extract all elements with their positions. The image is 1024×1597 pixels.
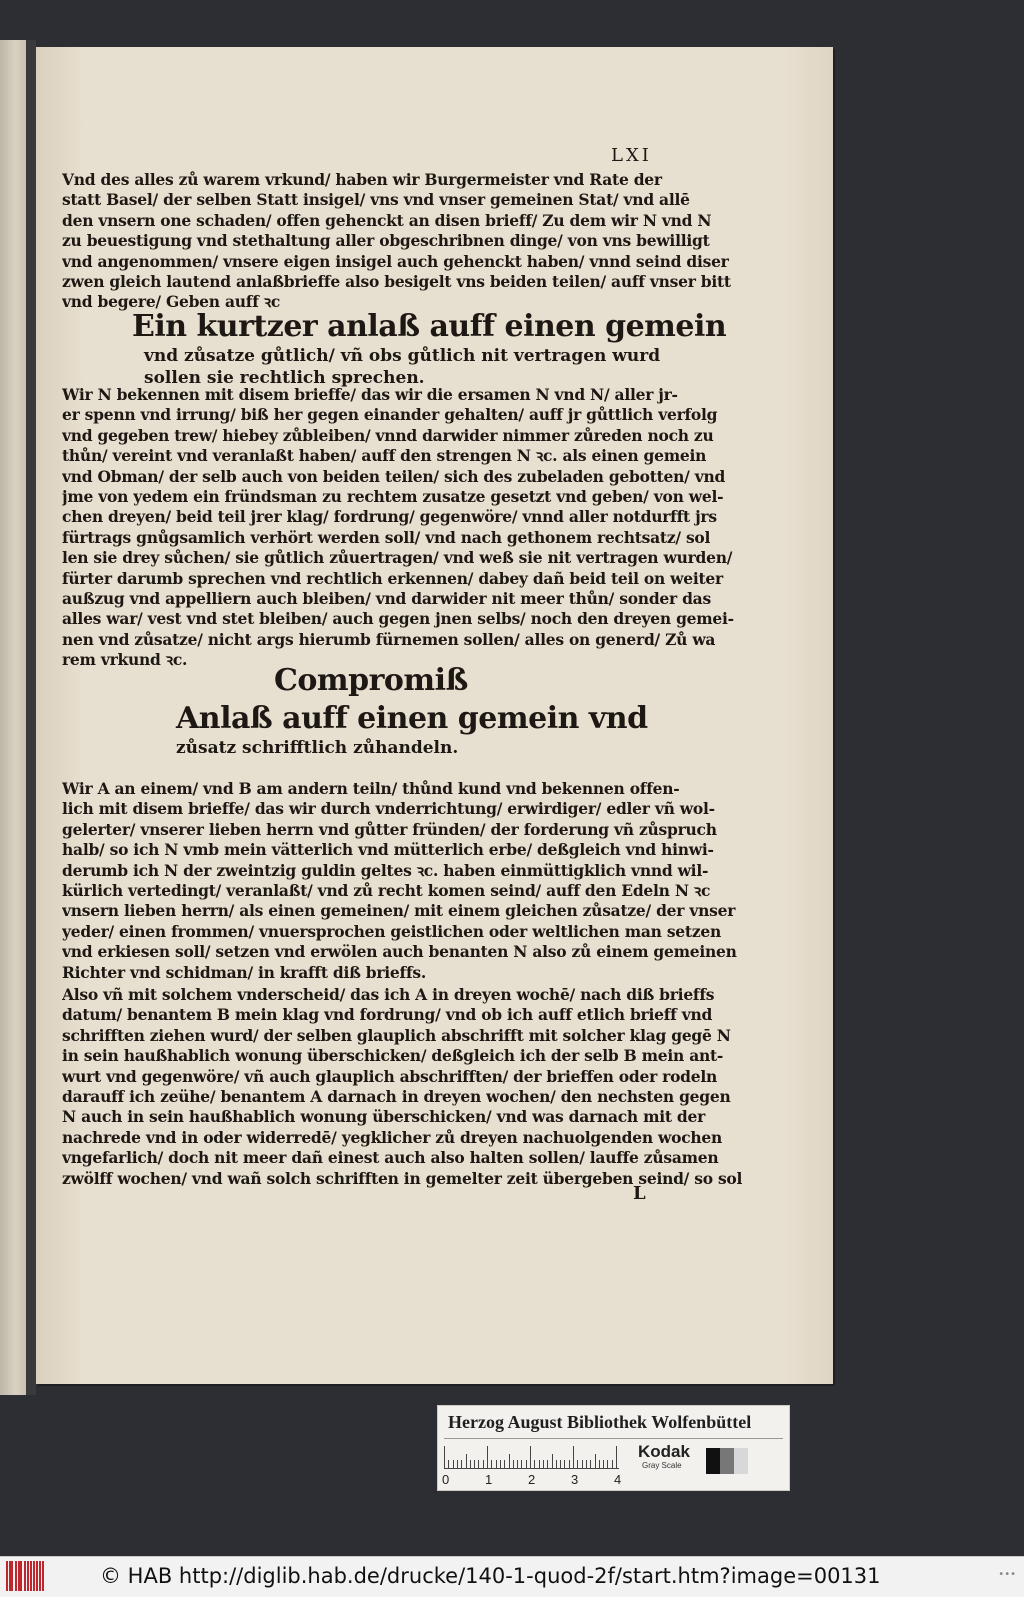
text-line: schrifften ziehen wurd/ der selben glauplich abschrifft mit solcher klag gegē N	[62, 1025, 731, 1045]
ruler-tick	[517, 1460, 518, 1468]
text-line: statt Basel/ der selben Statt insigel/ vns vnd vnser gemeinen Stat/ vnd allē	[62, 190, 690, 210]
scale-number: 1	[485, 1472, 493, 1487]
ruler-tick	[521, 1460, 522, 1468]
text-line: datum/ benantem B mein klag vnd fordrung/ vnd ob ich auff etlich brieff vnd	[62, 1005, 713, 1025]
scale-ruler	[444, 1444, 619, 1469]
text-line: yeder/ einen frommen/ vnuersprochen geistlichen oder weltlichen man setzen	[62, 921, 722, 941]
logo-bar	[6, 1561, 8, 1591]
footer-url[interactable]: © HAB http://diglib.hab.de/drucke/140-1-quod-2f/start.htm?image=00131	[100, 1564, 881, 1588]
ruler-tick	[444, 1446, 445, 1468]
text-line: chen dreyen/ beid teil jrer klag/ fordrung/ gegenwöre/ vnnd aller notdurfft jrs	[62, 507, 717, 527]
ruler-tick	[586, 1460, 587, 1468]
text-line: vnd gegeben trew/ hiebey zůbleiben/ vnnd darwider nimmer zůreden noch zu	[62, 425, 714, 445]
logo-bar	[39, 1561, 41, 1591]
scale-number: 0	[442, 1472, 450, 1487]
ruler-tick	[478, 1460, 479, 1468]
text-line: Wir N bekennen mit disem brieffe/ das wir die ersamen N vnd N/ aller jr-	[62, 385, 678, 404]
ruler-tick	[616, 1446, 617, 1468]
text-line: in sein haußhablich wonung überschicken/ deßgleich ich der selb B mein ant-	[62, 1046, 724, 1066]
ruler-tick	[526, 1460, 527, 1468]
text-line: gelerter/ vnserer lieben herrn vnd gůtter fründen/ der forderung vñ zůspruch	[62, 819, 717, 839]
text-line: vnd angenommen/ vnsere eigen insigel auch gehenckt haben/ vnnd seind diser	[62, 251, 729, 271]
page-number: LXI	[611, 145, 652, 166]
ruler-tick	[573, 1446, 574, 1468]
ruler-tick	[513, 1460, 514, 1468]
logo-bar	[24, 1561, 26, 1591]
ruler-tick	[470, 1460, 471, 1468]
more-icon: •••	[998, 1569, 1016, 1580]
text-line: Also vñ mit solchem vnderscheid/ das ich A in dreyen wochē/ nach diß brieffs	[62, 985, 715, 1004]
ruler-tick	[607, 1460, 608, 1468]
text-line: darauff ich zeühe/ benantem A darnach in dreyen wochen/ den nechsten gegen	[62, 1086, 731, 1106]
heading-2-line-1: Compromiß	[274, 663, 468, 698]
heading-2-sub: zůsatz schrifftlich zůhandeln.	[176, 738, 459, 758]
scale-number: 4	[614, 1472, 622, 1487]
text-line: lich mit disem brieffe/ das wir durch vnderrichtung/ erwirdiger/ edler vñ wol-	[62, 799, 715, 819]
paragraph-1	[62, 170, 742, 313]
ruler-tick	[599, 1460, 600, 1468]
text-line: vnd Obman/ der selb auch von beiden teilen/ sich des zubeladen gebotten/ vnd	[62, 466, 726, 486]
logo-bar	[11, 1561, 13, 1591]
ruler-tick	[453, 1460, 454, 1468]
ruler-tick	[582, 1460, 583, 1468]
kodak-logo: Kodak	[638, 1442, 690, 1461]
ruler-tick	[539, 1460, 540, 1468]
heading-2-line-2: Anlaß auff einen gemein vnd	[176, 701, 648, 736]
text-line: vngefarlich/ doch nit meer dañ einest auch also halten sollen/ lauffe zůsamen	[62, 1148, 719, 1168]
ruler-tick	[603, 1460, 604, 1468]
ruler-tick	[543, 1460, 544, 1468]
gray-swatch-light	[734, 1448, 748, 1474]
gray-swatch-black	[706, 1448, 720, 1474]
text-line: zu beuestigung vnd stethaltung aller obgeschribnen dinge/ von vns bewilligt	[62, 231, 710, 251]
ruler-tick	[457, 1460, 458, 1468]
text-line: zwölff wochen/ vnd wañ solch schrifften in gemelter zeit übergeben seind/ so sol	[62, 1168, 742, 1188]
text-line: außzug vnd appelliern auch bleiben/ vnd darwider nit meer thůn/ sonder das	[62, 588, 711, 608]
text-line: vnsern lieben herrn/ als einen gemeinen/ mit einem gleichen zůsatze/ der vnser	[62, 901, 736, 921]
text-line: Richter vnd schidman/ in krafft diß brieffs.	[62, 962, 427, 982]
text-line: wurt vnd gegenwöre/ vñ auch glauplich abschrifften/ der brieffen oder rodeln	[62, 1066, 718, 1086]
paragraph-3	[62, 779, 742, 983]
text-line: Vnd des alles zů warem vrkund/ haben wir Burgermeister vnd Rate der	[62, 170, 662, 189]
paragraph-2	[62, 385, 742, 670]
label-divider	[444, 1438, 783, 1439]
gray-scale-label: Gray Scale	[642, 1461, 682, 1470]
text-line: len sie drey sůchen/ sie gůtlich zůuertragen/ vnd weß sie nit vertragen wurden/	[62, 548, 733, 568]
text-line: nachrede vnd in oder widerredē/ yegklicher zů dreyen nachuolgenden wochen	[62, 1127, 723, 1147]
ruler-tick	[448, 1460, 449, 1468]
logo-bar	[20, 1561, 22, 1591]
heading-1-sub-line: sollen sie rechtlich sprechen.	[144, 368, 425, 388]
logo-bar	[33, 1561, 35, 1591]
heading-1-sub	[144, 345, 824, 389]
gray-swatch-mid	[720, 1448, 734, 1474]
heading-1-title: Ein kurtzer anlaß auff einen gemein	[132, 309, 727, 344]
ruler-tick	[509, 1454, 510, 1468]
ruler-tick	[504, 1460, 505, 1468]
ruler-tick	[564, 1460, 565, 1468]
ruler-tick	[530, 1446, 531, 1468]
ruler-tick	[496, 1460, 497, 1468]
hab-logo-icon	[6, 1561, 46, 1591]
logo-bar	[30, 1561, 32, 1591]
ruler-tick	[474, 1460, 475, 1468]
text-line: kürlich vertedingt/ veranlaßt/ vnd zů recht komen seind/ auff den Edeln N ꝛc	[62, 880, 711, 900]
text-line: den vnsern one schaden/ offen gehenckt an disen brieff/ Zu dem wir N vnd N	[62, 210, 712, 230]
ruler-tick	[500, 1460, 501, 1468]
ruler-tick	[466, 1454, 467, 1468]
text-line: vnd begere/ Geben auff ꝛc	[62, 292, 281, 312]
logo-bar	[27, 1561, 29, 1591]
logo-bar	[42, 1561, 44, 1591]
logo-bar	[36, 1561, 38, 1591]
text-line: fürtrags gnůgsamlich verhört werden soll/ vnd nach gethonem rechtsatz/ sol	[62, 527, 711, 547]
scale-number: 2	[528, 1472, 536, 1487]
scale-number: 3	[571, 1472, 579, 1487]
library-name: Herzog August Bibliothek Wolfenbüttel	[448, 1412, 752, 1432]
ruler-tick	[595, 1454, 596, 1468]
ruler-tick	[612, 1460, 613, 1468]
footer-bar	[0, 1556, 1024, 1597]
text-line: N auch in sein haußhablich wonung überschicken/ vnd was darnach mit der	[62, 1107, 706, 1127]
text-line: Wir A an einem/ vnd B am andern teiln/ thůnd kund vnd bekennen offen-	[62, 779, 680, 798]
ruler-tick	[461, 1460, 462, 1468]
ruler-tick	[547, 1460, 548, 1468]
text-line: vnd erkiesen soll/ setzen vnd erwölen auch benanten N also zů einem gemeinen	[62, 942, 737, 962]
heading-1	[132, 309, 812, 345]
paragraph-4	[62, 985, 742, 1189]
ruler-tick	[483, 1460, 484, 1468]
ruler-tick	[487, 1446, 488, 1468]
color-scale-card	[437, 1405, 790, 1491]
text-line: nen vnd zůsatze/ nicht args hierumb fürnemen sollen/ alles on generd/ Zů wa	[62, 629, 716, 649]
ruler-tick	[534, 1460, 535, 1468]
ruler-tick	[577, 1460, 578, 1468]
text-line: derumb ich N der zweintzig guldin geltes ꝛc. haben einmüttigklich vnnd wil-	[62, 860, 709, 880]
heading-2	[274, 663, 954, 699]
ruler-tick	[491, 1460, 492, 1468]
text-line: rem vrkund ꝛc.	[62, 650, 188, 670]
ruler-tick	[590, 1460, 591, 1468]
ruler-tick	[556, 1460, 557, 1468]
left-page-edge	[0, 40, 28, 1395]
heading-1-sub-line: vnd zůsatze gůtlich/ vñ obs gůtlich nit vertragen wurd	[144, 346, 661, 366]
heading-2b	[176, 701, 856, 759]
book-gutter	[26, 40, 36, 1395]
text-line: fürter darumb sprechen vnd rechtlich erkennen/ dabey dañ beid teil on weiter	[62, 568, 723, 588]
text-line: halb/ so ich N vmb mein vätterlich vnd mütterlich erbe/ deßgleich vnd hinwi-	[62, 840, 714, 860]
ruler-tick	[552, 1454, 553, 1468]
ruler-tick	[560, 1460, 561, 1468]
text-line: er spenn vnd irrung/ biß her gegen einander gehalten/ auff jr gůttlich verfolg	[62, 405, 718, 425]
text-line: thůn/ vereint vnd veranlaßt haben/ auff den strengen N ꝛc. als einen gemein	[62, 446, 707, 466]
ruler-tick	[569, 1460, 570, 1468]
text-line: jme von yedem ein fründsman zu rechtem zusatze gesetzt vnd geben/ von wel-	[62, 486, 724, 506]
text-line: alles war/ vest vnd stet bleiben/ auch gegen jnen selbs/ noch den dreyen gemei-	[62, 609, 734, 629]
book-page	[36, 47, 833, 1384]
logo-bar	[15, 1561, 17, 1591]
catchword: L	[633, 1183, 646, 1204]
text-line: zwen gleich lautend anlaßbrieffe also besigelt vns beiden teilen/ auff vnser bitt	[62, 271, 731, 291]
